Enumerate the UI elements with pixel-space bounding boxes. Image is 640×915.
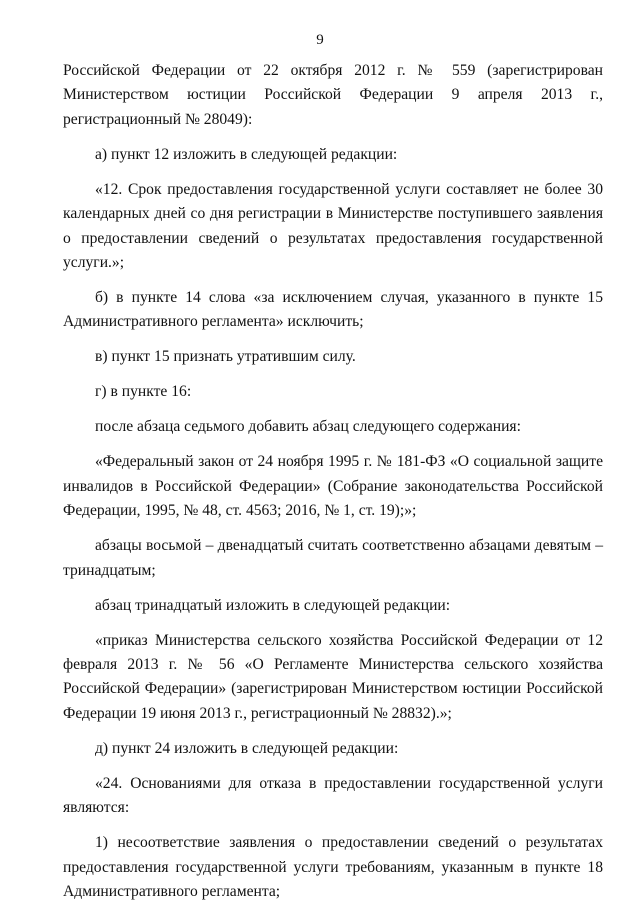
paragraph: г) в пункте 16: [95,383,192,401]
paragraph: а) пункт 12 изложить в следующей редакции: [95,145,398,163]
paragraph: д) пункт 24 изложить в следующей редакции: [95,739,399,757]
paragraph: после абзаца седьмого добавить абзац следующего содержания: [95,418,521,436]
paragraph: «24. Основаниями для отказа в предоставлении государственной услуги являются: [63,774,603,817]
paragraph: «приказ Министерства сельского хозяйства Российской Федерации от 12 февраля 2013 г. № 56 «О Регламенте Министерства сельского хозяйства Российской Федерации» (зарегистрирован Министерством юстиции Российской Федерации 19 июня 2013 г., регистрационный № 28832).»; [63,631,603,722]
paragraph: 1) несоответствие заявления о предоставлении сведений о результатах предоставления государственной услуги требованиям, указанным в пункте 18 Административного регламента; [63,834,603,901]
page-number: 9 [316,32,324,48]
document-body [63,59,603,915]
paragraph: «Федеральный закон от 24 ноября 1995 г. № 181-ФЗ «О социальной защите инвалидов в Российской Федерации» (Собрание законодательства Российской Федерации, 1995, № 48, ст. 4563; 2016, № 1, ст. 19);»; [63,453,603,520]
paragraph: Российской Федерации от 22 октября 2012 г. № 559 (зарегистрирован Министерством юстиции Российской Федерации 9 апреля 2013 г., регистрационный № 28049): [63,62,603,128]
paragraph: «12. Срок предоставления государственной услуги составляет не более 30 календарных дней со дня регистрации в Министерстве поступившего заявления о предоставлении сведений о результатах предоставления государственной услуги.»; [63,180,603,272]
paragraph: абзацы восьмой – двенадцатый считать соответственно абзацами девятым – тринадцатым; [63,537,603,579]
paragraph: в) пункт 15 признать утратившим силу. [95,348,356,366]
paragraph: абзац тринадцатый изложить в следующей редакции: [95,596,451,614]
paragraph: б) в пункте 14 слова «за исключением случая, указанного в пункте 15 Административного регламента» исключить; [63,289,603,331]
